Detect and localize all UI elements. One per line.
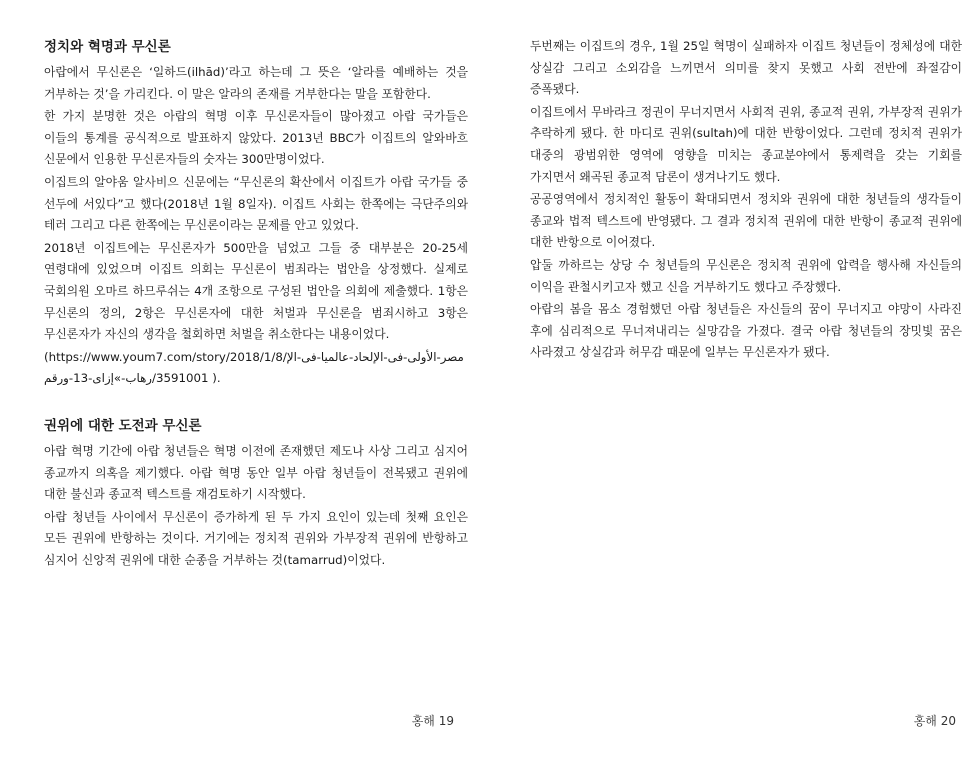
paragraph: 아랍 청년들 사이에서 무신론이 증가하게 된 두 가지 요인이 있는데 첫째 요인은 모든 권위에 반항하는 것이다. 거기에는 정치적 권위와 가부장적 권위에 반항하고 심지어 신앙적 권위에 대한 순종을 거부하는 것(tamarrud)이었다. <box>44 509 468 567</box>
paragraph: 두번째는 이집트의 경우, 1월 25일 혁명이 실패하자 이집트 청년들이 정체성에 대한 상실감 그리고 소외감을 느끼면서 의미를 찾지 못했고 사회 전반에 좌절감이 증폭됐다. <box>530 39 962 97</box>
paragraph: 아랍 혁명 기간에 아랍 청년들은 혁명 이전에 존재했던 제도나 사상 그리고 심지어 종교까지 의혹을 제기했다. 아랍 혁명 동안 일부 아랍 청년들이 전복됐고 권위에 대한 불신과 종교적 텍스트를 재검토하기 시작했다. <box>44 443 468 502</box>
paragraph: 아랍의 봄을 몸소 경험했던 아랍 청년들은 자신들의 꿈이 무너지고 야망이 사라진 후에 심리적으로 무너져내리는 실망감을 가졌다. 결국 아랍 청년들의 장밋빛 꿈은 사라졌고 상실감과 허무감 때문에 일부는 무신론자가 됐다. <box>530 302 962 360</box>
reference-url-prefix: (https://www.youm7.com/story/2018/1/8/ <box>44 349 287 364</box>
paragraph: 공공영역에서 정치적인 활동이 확대되면서 정치와 권위에 대한 청년들의 생각들이 종교와 법적 텍스트에 반영됐다. 그 결과 정치적 권위에 대한 반항이 종교적 권위에 대한 반항으로 이어졌다. <box>530 192 962 250</box>
paragraph: 압둘 까하르는 상당 수 청년들의 무신론은 정치적 권위에 압력을 행사해 자신들의 이익을 관철시키고자 했고 신을 거부하기도 했다고 주장했다. <box>530 257 962 294</box>
page-number-footer: 홍해 20 <box>913 714 956 728</box>
paragraph: 2018년 이집트에는 무신론자가 500만을 넘었고 그들 중 대부분은 20-25세 연령대에 있었으며 이집트 의회는 무신론이 범죄라는 법안을 상정했다. 실제로 국회의원 오마르 하므루쉬는 4개 조항으로 구성된 법안을 의회에 제출했다. 1항은 무신론의 정의, 2항은 무신론자에 대한 처벌과 무신론을 범죄시하고 3항은 무신론자가 자신의 생각을 철회하면 처벌을 취소한다는 내용이었다. <box>44 240 468 342</box>
paragraph: 이집트에서 무바라크 정권이 무너지면서 사회적 권위, 종교적 권위, 가부장적 권위가 추락하게 됐다. 한 마디로 권위(sultah)에 대한 반항이었다. 그런데 정치적 권위가 대중의 광범위한 영역에 영향을 미치는 종교분야에서 통제력을 갖는 기회를 가지면서 왜곡된 종교적 담론이 생겨나기도 했다. <box>530 104 962 184</box>
reference-url-suffix: /3591001 ). <box>152 371 221 386</box>
paragraph: 한 가지 분명한 것은 아랍의 혁명 이후 무신론자들이 많아졌고 아랍 국가들은 이들의 통계를 공식적으로 발표하지 않았다. 2013년 BBC가 이집트의 알와바흐 신문에서 인용한 무신론자들의 숫자는 300만명이었다. <box>44 109 468 167</box>
reference-url-arabic: مصر-الأولى-فى-الإلحاد-عالميا-فى-الإرهاب-»إزاى-13-ورقم <box>44 349 464 386</box>
page-number-footer: 홍해 19 <box>411 714 454 728</box>
right-page <box>490 0 980 759</box>
section-heading-politics-revolution-atheism: 정치와 혁명과 무신론 <box>44 39 171 55</box>
reference-url <box>44 347 468 390</box>
paragraph: 이집트의 알야움 알사비으 신문에는 “무신론의 확산에서 이집트가 아랍 국가들 중 선두에 서있다”고 했다(2018년 1월 8일자). 이집트 사회는 한쪽에는 극단주의와 테러 그리고 다른 한쪽에는 무신론이라는 문제를 안고 있었다. <box>44 174 468 233</box>
section-spacer <box>44 391 468 415</box>
section-heading-challenge-to-authority: 권위에 대한 도전과 무신론 <box>44 417 202 434</box>
paragraph: 아랍에서 무신론은 ‘일하드(ilhād)’라고 하는데 그 뜻은 ‘알라를 예배하는 것을 거부하는 것’을 가리킨다. 이 말은 알라의 존재를 거부한다는 말을 포함한다. <box>44 65 468 101</box>
